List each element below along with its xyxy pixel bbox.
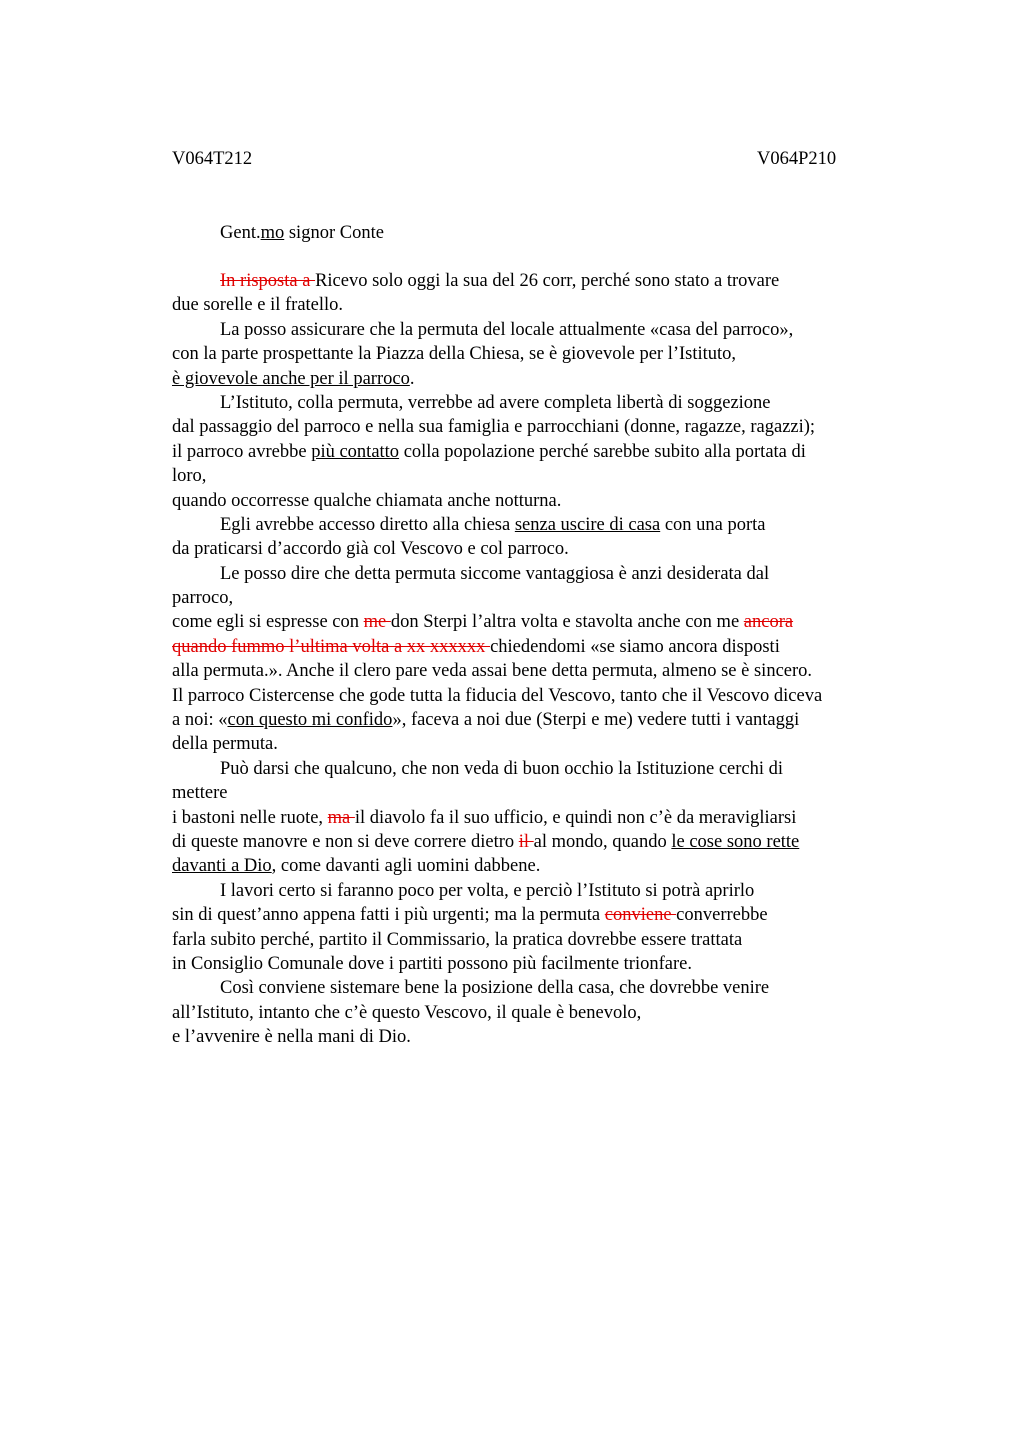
text-line xyxy=(172,318,912,342)
text-line xyxy=(172,903,912,927)
text-line xyxy=(172,489,912,513)
text-line xyxy=(172,513,912,537)
text-line xyxy=(172,757,912,781)
text-segment: all’Istituto, intanto che c’è questo Vescovo, il quale è benevolo, xyxy=(172,1002,642,1023)
text-line xyxy=(172,976,912,1000)
text-segment: L’Istituto, colla permuta, verrebbe ad avere completa libertà di soggezione xyxy=(220,392,771,413)
salutation-prefix: Gent. xyxy=(220,223,261,243)
text-line xyxy=(172,415,912,439)
text-line xyxy=(172,952,912,976)
text-segment: al mondo, quando xyxy=(533,831,672,852)
text-segment: I lavori certo si faranno poco per volta, e perciò l’Istituto si potrà aprirlo xyxy=(220,880,755,901)
text-segment: loro, xyxy=(172,466,207,487)
text-segment: a noi: « xyxy=(172,710,228,731)
text-segment: da praticarsi d’accordo già col Vescovo e col parroco. xyxy=(172,539,569,560)
document-code-left: V064T212 xyxy=(172,149,253,169)
underlined-text: più contatto xyxy=(311,441,400,462)
text-line xyxy=(172,854,912,878)
text-line xyxy=(172,781,912,805)
text-line xyxy=(172,1025,912,1049)
text-line xyxy=(172,708,912,732)
text-segment: alla permuta.». Anche il clero pare veda assai bene detta permuta, almeno se è sincero. xyxy=(172,661,813,682)
underlined-text: con questo mi confido xyxy=(227,710,393,731)
text-line xyxy=(172,610,912,634)
text-line xyxy=(172,440,912,464)
text-line xyxy=(172,928,912,952)
text-segment: come egli si espresse con xyxy=(172,612,364,633)
text-line xyxy=(172,293,912,317)
underlined-text: senza uscire di casa xyxy=(514,514,661,535)
text-segment: converrebbe xyxy=(676,905,768,926)
deleted-text: In risposta a xyxy=(220,271,316,291)
text-segment: Può darsi che qualcuno, che non veda di buon occhio la Istituzione cerchi di xyxy=(220,758,784,779)
text-segment: di queste manovre e non si deve correre dietro xyxy=(172,831,519,852)
text-segment: Ricevo solo oggi la sua del 26 corr, perché sono stato a trovare xyxy=(315,271,780,291)
text-segment: il diavolo fa il suo ufficio, e quindi non c’è da meravigliarsi xyxy=(354,807,797,828)
text-segment: colla popolazione perché sarebbe subito alla portata di xyxy=(399,441,806,462)
text-segment: il parroco avrebbe xyxy=(172,441,312,462)
text-line xyxy=(172,806,912,830)
text-segment: in Consiglio Comunale dove i partiti possono più facilmente trionfare. xyxy=(172,953,692,974)
deleted-text: me xyxy=(363,612,391,633)
text-line xyxy=(172,269,912,293)
text-segment: i bastoni nelle ruote, xyxy=(172,807,328,828)
text-segment: Così conviene sistemare bene la posizione della casa, che dovrebbe venire xyxy=(220,978,770,999)
text-segment: Il parroco Cistercense che gode tutta la fiducia del Vescovo, tanto che il Vescovo diceva xyxy=(172,685,823,706)
text-line xyxy=(172,537,912,561)
text-line xyxy=(172,830,912,854)
text-segment: della permuta. xyxy=(172,734,278,755)
text-segment: don Sterpi l’altra volta e stavolta anche con me xyxy=(390,612,744,633)
deleted-text: il xyxy=(518,831,534,852)
deleted-text: ancora xyxy=(743,612,794,633)
salutation-suffix: signor Conte xyxy=(284,223,384,243)
text-line xyxy=(172,684,912,708)
text-segment: mettere xyxy=(172,783,228,804)
text-segment: », faceva a noi due (Sterpi e me) vedere tutti i vantaggi xyxy=(392,710,800,731)
document-code-right: V064P210 xyxy=(757,149,837,169)
text-segment: . xyxy=(409,368,415,389)
text-line xyxy=(172,586,912,610)
text-segment: con una porta xyxy=(660,514,766,535)
text-segment: , come davanti agli uomini dabbene. xyxy=(271,856,541,877)
text-line xyxy=(172,732,912,756)
letter-body xyxy=(172,269,912,1050)
text-segment: e l’avvenire è nella mani di Dio. xyxy=(172,1027,411,1048)
text-line xyxy=(172,659,912,683)
text-line xyxy=(172,879,912,903)
text-segment: Le posso dire che detta permuta siccome vantaggiosa è anzi desiderata dal xyxy=(220,563,770,584)
text-segment: Egli avrebbe accesso diretto alla chiesa xyxy=(220,514,515,535)
underlined-text: è giovevole anche per il parroco xyxy=(172,368,410,389)
text-segment: farla subito perché, partito il Commissario, la pratica dovrebbe essere trattata xyxy=(172,929,743,950)
text-segment: sin di quest’anno appena fatti i più urgenti; ma la permuta xyxy=(172,905,605,926)
text-line xyxy=(172,635,912,659)
text-line xyxy=(172,342,912,366)
text-segment: quando occorresse qualche chiamata anche notturna. xyxy=(172,490,562,511)
text-line xyxy=(172,367,912,391)
text-segment: con la parte prospettante la Piazza della Chiesa, se è giovevole per l’Istituto, xyxy=(172,344,737,365)
text-segment: parroco, xyxy=(172,588,234,609)
deleted-text: quando fummo l’ultima volta a xx xxxxxx xyxy=(172,636,491,657)
salutation-superscript: mo xyxy=(260,223,285,243)
text-line xyxy=(172,464,912,488)
text-segment: dal passaggio del parroco e nella sua famiglia e parrocchiani (donne, ragazze, ragazzi); xyxy=(172,417,816,438)
text-segment: La posso assicurare che la permuta del locale attualmente «casa del parroco», xyxy=(220,319,794,340)
text-line xyxy=(172,562,912,586)
underlined-text: davanti a Dio xyxy=(172,856,272,877)
text-line xyxy=(172,391,912,415)
salutation xyxy=(220,221,384,245)
text-line xyxy=(172,1001,912,1025)
text-segment: due sorelle e il fratello. xyxy=(172,295,344,316)
deleted-text: conviene xyxy=(604,905,677,926)
underlined-text: le cose sono rette xyxy=(671,831,800,852)
text-segment: chiedendomi «se siamo ancora disposti xyxy=(490,636,780,657)
deleted-text: ma xyxy=(327,807,355,828)
